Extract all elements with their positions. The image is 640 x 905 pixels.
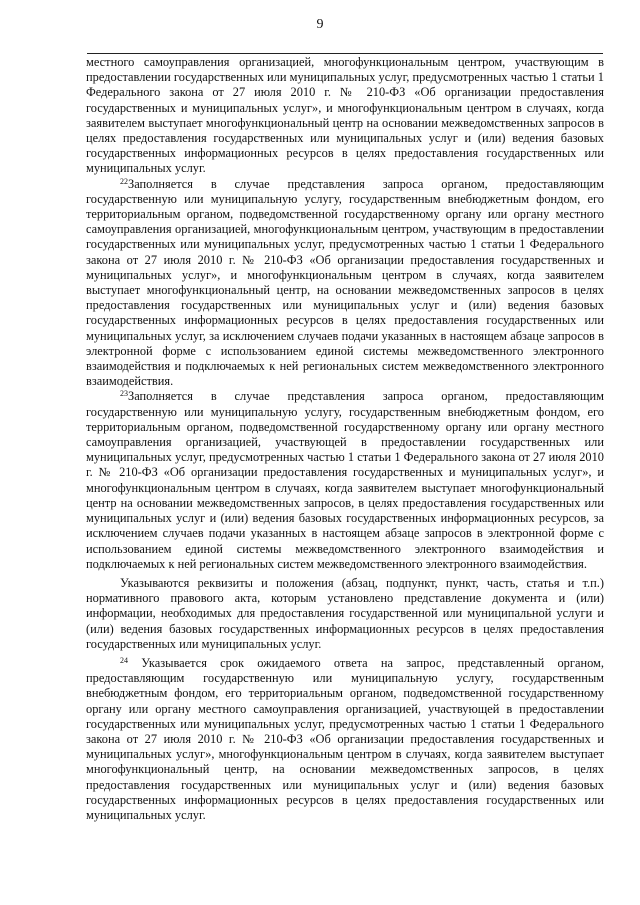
- footnote-22: [86, 177, 604, 390]
- page-number: 9: [316, 17, 324, 32]
- footnote-text: Указывается срок ожидаемого ответа на запрос, представленный органом, предоставляющим государственную или муниципальную услугу, государственным внебюджетным фондом, его территориальным органом, подведомственной государственному органу или органу местного самоуправления организацией, участвующей в предоставлении государственных или муниципальных услуг, предусмотренных частью 1 статьи 1 Федерального закона от 27 июля 2010 г. № 210-ФЗ «Об организации предоставления государственных и муниципальных услуг», многофункциональным центром в случаях, когда заявителем выступает многофункциональный центр, на основании межведомственных запросов, в целях предоставления государственных или муниципальных услуг и (или) ведения базовых государственных информационных ресурсов в целях предоставления государственных или муниципальных услуг.: [86, 655, 604, 822]
- footnote-text: Указываются реквизиты и положения (абзац, подпункт, пункт, часть, статья и т.п.) нормативного правового акта, которым установлено представление документа и (или) информации, необходимых для предоставления государственной или муниципальной услуги и (или) ведения базовых государственных информационных ресурсов в целях предоставления государственных или муниципальных услуг.: [86, 575, 604, 651]
- footnote-23: [86, 389, 604, 571]
- footnote-text: местного самоуправления организацией, многофункциональным центром, участвующим в предоставлении государственных или муниципальных услуг, предусмотренных частью 1 статьи 1 Федерального закона от 27 июля 2010 г. № 210-ФЗ «Об организации предоставления государственных и муниципальных услуг», и многофункциональным центром в случаях, когда заявителем выступает многофункциональный центр на основании межведомственных запросов в целях предоставления государственных или муниципальных услуг и (или) ведения базовых государственных информационных ресурсов в целях предоставления государственных или муниципальных услуг.: [86, 55, 604, 176]
- footnote-text: Заполняется в случае представления запроса органом, предоставляющим государственную или муниципальную услугу, государственным внебюджетным фондом, его территориальным органом, подведомственной государственному органу или органу местного самоуправления организацией, многофункциональным центром, участвующим в предоставлении государственных или муниципальных услуг, предусмотренных частью 1 статьи 1 Федерального закона от 27 июля 2010 г. № 210-ФЗ «Об организации предоставления государственных и муниципальных услуг», и многофункциональным центром в случаях, когда заявителем выступает многофункциональный центр, на основании межведомственных запросов в целях предоставления государственных или муниципальных услуг и (или) ведения базовых государственных информационных ресурсов в целях предоставления государственных или муниципальных услуг, за исключением случаев подачи указанных в настоящем абзаце запросов в электронной форме с использованием единой системы межведомственного электронного взаимодействия и подключаемых к ней региональных систем межведомственного электронного взаимодействия.: [86, 176, 604, 389]
- footnote-requisites-paragraph: [86, 576, 604, 652]
- footnote-marker: 23: [120, 389, 128, 399]
- footnote-marker: 24: [120, 655, 128, 665]
- footnote-24: [86, 656, 604, 823]
- footnote-marker: 22: [120, 176, 128, 186]
- footnotes-body: [86, 55, 604, 823]
- footnote-continuation: [86, 55, 604, 177]
- footnote-separator: [87, 53, 603, 54]
- footnote-text: Заполняется в случае представления запроса органом, предоставляющим государственную или муниципальную услугу, государственным внебюджетным фондом, его территориальным органом, подведомственной государственному органу или органу местного самоуправления организацией, участвующей в предоставлении государственных или муниципальных услуг, предусмотренных частью 1 статьи 1 Федерального закона от 27 июля 2010 г. № 210-ФЗ «Об организации предоставления государственных и муниципальных услуг», и многофункциональным центром в случаях, когда заявителем выступает многофункциональный центр на основании межведомственных запросов, в целях предоставления государственных или муниципальных услуг и (или) ведения базовых государственных информационных ресурсов, за исключением случаев подачи указанных в настоящем абзаце запросов в электронной форме с использованием единой системы межведомственного электронного взаимодействия и подключаемых к ней региональных систем межведомственного электронного взаимодействия.: [86, 389, 604, 571]
